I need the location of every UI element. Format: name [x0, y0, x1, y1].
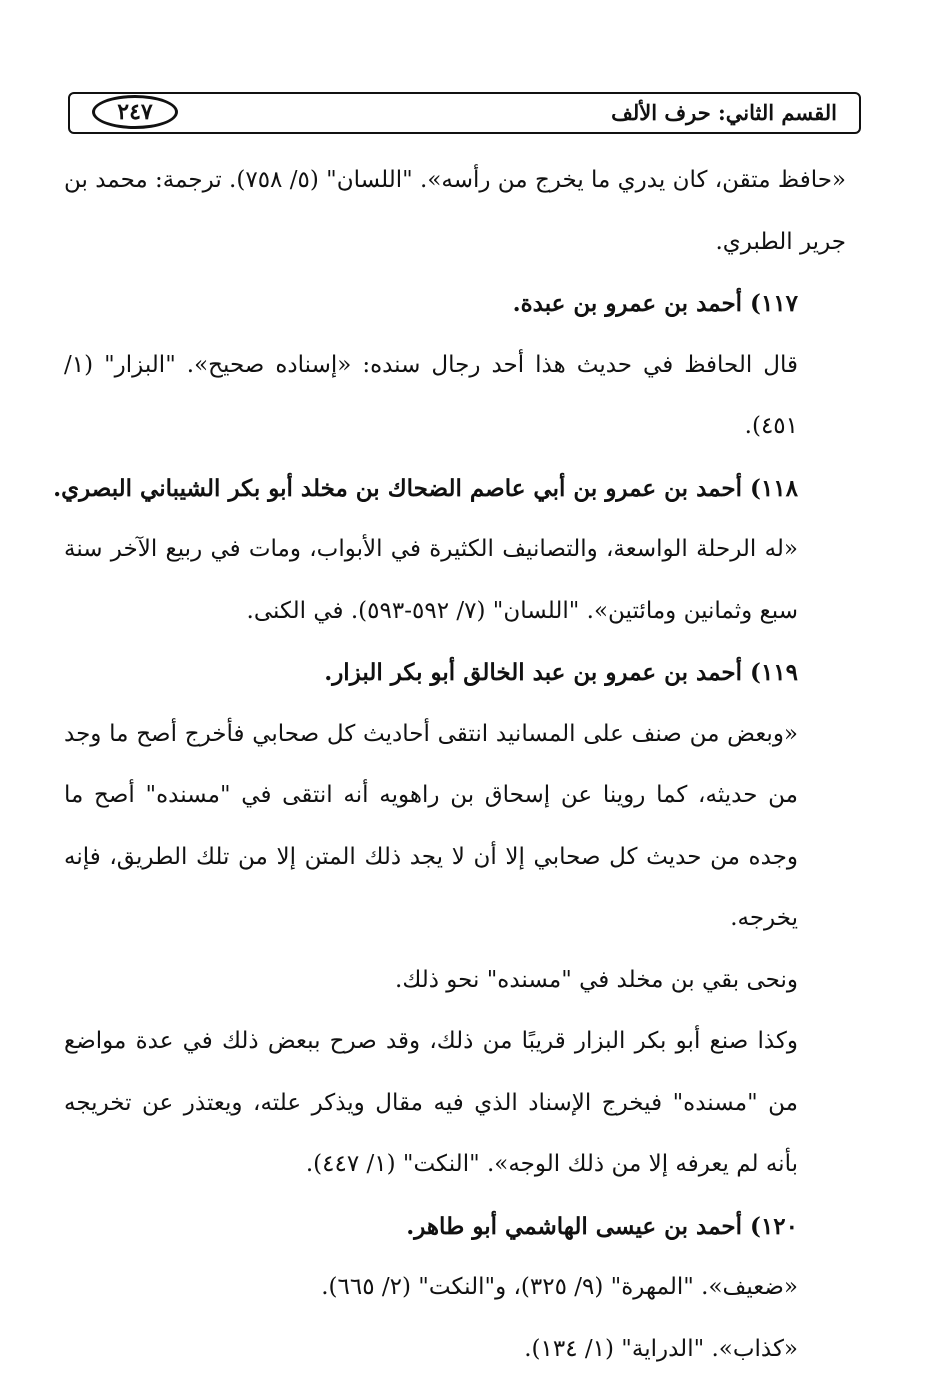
entry-118: ١١٨) أحمد بن عمرو بن أبي عاصم الضحاك بن مخلد أبو بكر الشيباني البصري. [53, 474, 798, 502]
paragraph-daif-quote: «ضعيف». "المهرة" (٩/ ٣٢٥)، و"النكت" (٢/ ٦٦٥). [321, 1274, 798, 1300]
paragraph-baqi-statement: ونحى بقي بن مخلد في "مسنده" نحو ذلك. [395, 966, 798, 993]
running-header [68, 92, 861, 134]
main-text [53, 150, 846, 1380]
paragraph-hafiz-statement: قال الحافظ في حديث هذا أحد رجال سنده: «إسناده صحيح». "البزار" (١/ ٤٥١). [64, 351, 798, 439]
section-title: القسم الثاني: حرف الألف [611, 100, 837, 125]
entry-117: ١١٧) أحمد بن عمرو بن عبدة. [512, 290, 798, 317]
entry-119: ١١٩) أحمد بن عمرو بن عبد الخالق أبو بكر البزار. [324, 659, 798, 686]
entry-120: ١٢٠) أحمد بن عيسى الهاشمي أبو طاهر. [406, 1212, 798, 1240]
paragraph-rihla-quote: «له الرحلة الواسعة، والتصانيف الكثيرة في الأبواب، ومات في ربيع الآخر سنة سبع وثمانين ومائتين». "اللسان" (٧/ ٥٩٢-٥٩٣). في الكنى. [64, 536, 798, 624]
paragraph-bazzar-statement: وكذا صنع أبو بكر البزار قريبًا من ذلك، وقد صرح ببعض ذلك في عدة مواضع من "مسنده" فيخرج الإسناد الذي فيه مقال ويذكر علته، ويعتذر عن تخريجه بأنه لم يعرفه إلا من ذلك الوجه». "النكت" (١/ ٤٤٧). [64, 1028, 798, 1177]
paragraph-kadhdhab-quote: «كذاب». "الدراية" (١/ ١٣٤). [524, 1335, 798, 1362]
paragraph-masanid-quote: «وبعض من صنف على المسانيد انتقى أحاديث كل صحابي فأخرج أصح ما وجد من حديثه، كما روينا عن إسحاق بن راهويه أنه انتقى في "مسنده" أصح ما وجده من حديث كل صحابي إلا أن لا يجد ذلك المتن إلا من تلك الطريق، فإنه يخرجه. [64, 720, 798, 931]
page-number: ٢٤٧ [92, 95, 178, 129]
paragraph-lisan-quote: «حافظ متقن، كان يدري ما يخرج من رأسه». "اللسان" (٥/ ٧٥٨). ترجمة: محمد بن جرير الطبري. [63, 167, 846, 255]
